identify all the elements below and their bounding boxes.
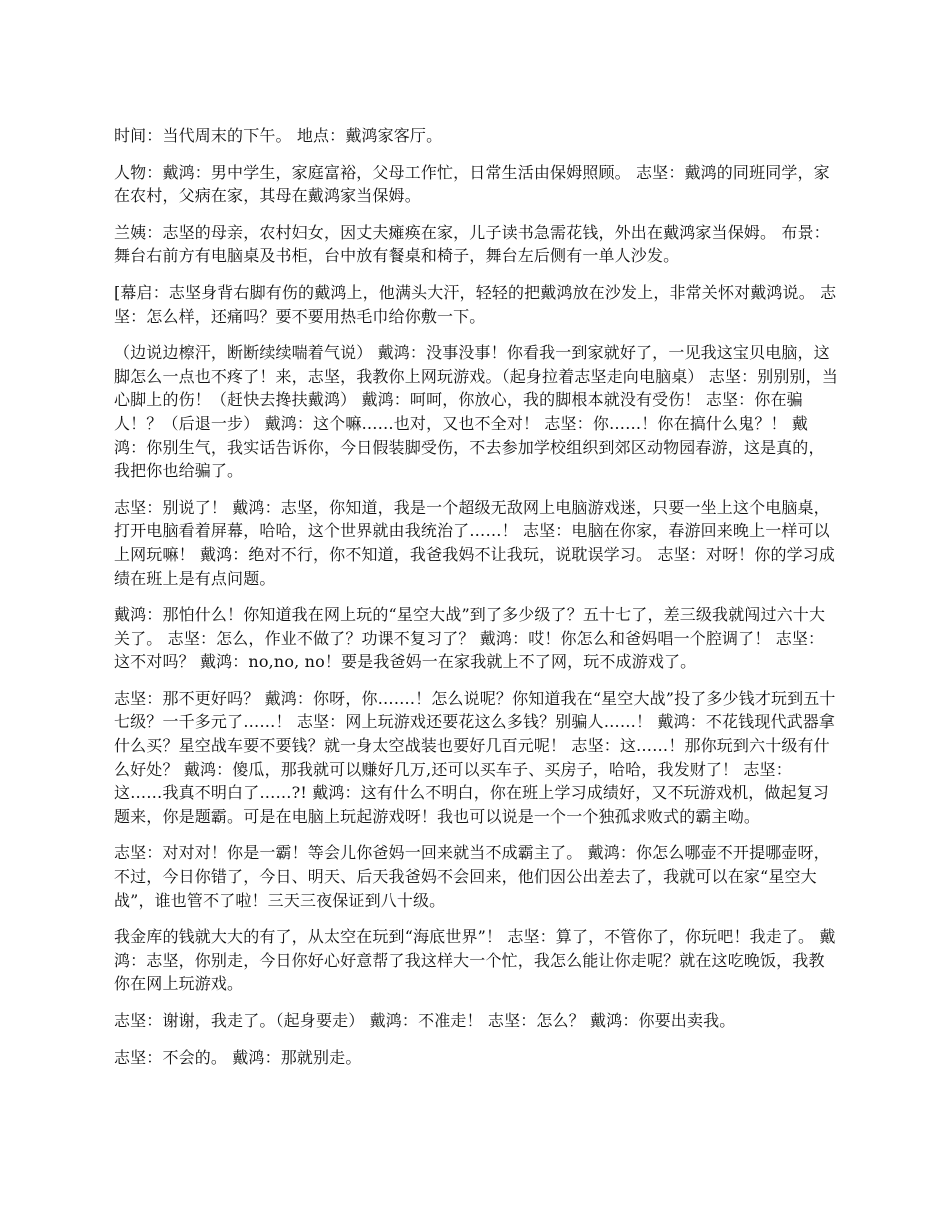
document-page xyxy=(114,124,838,1082)
paragraph-time-place: 时间：当代周末的下午。 地点：戴鸿家客厅。 xyxy=(114,126,443,145)
paragraph-dialogue-4: 志坚：那不更好吗？ 戴鸿：你呀，你…….！怎么说呢？你知道我在“星空大战”投了多少钱才玩到五十七级？一千多元了……！ 志坚：网上玩游戏还要花这么多钱？别骗人……！ 戴鸿：不花钱现代武器拿什么买？星空战车要不要钱？就一身太空战装也要好几百元呢！ 志坚：这……！那你玩到六十级有什么好处？ 戴鸿：傻瓜，那我就可以赚好几万,还可以买车子、买房子，哈哈，我发财了！ 志坚：这……我真不明白了……?! 戴鸿：这有什么不明白，你在班上学习成绩好，又不玩游戏机，做起复习题来，你是题霸。可是在电脑上玩起游戏呀！我也可以说是一个一个独孤求败式的霸主呦。 xyxy=(114,688,836,826)
paragraph-curtain-rise: [幕启：志坚身背右脚有伤的戴鸿上，他满头大汗，轻轻的把戴鸿放在沙发上，非常关怀对戴鸿说。 志坚：怎么样，还痛吗？要不要用热毛巾给你敷一下。 xyxy=(114,282,837,326)
paragraph-dialogue-5: 志坚：对对对！你是一霸！等会儿你爸妈一回来就当不成霸主了。 戴鸿：你怎么哪壶不开提哪壶呀，不过，今日你错了，今日、明天、后天我爸妈不会回来，他们因公出差去了，我就可以在家“星空大战”，谁也管不了啦！三天三夜保证到八十级。 xyxy=(114,843,830,910)
paragraph-dialogue-8: 志坚：不会的。 戴鸿：那就别走。 xyxy=(114,1047,362,1067)
paragraph-lan-yi-and-set: 兰姨：志坚的母亲，农村妇女，因丈夫瘫痪在家，儿子读书急需花钱，外出在戴鸿家当保姆。 布景：舞台右前方有电脑桌及书柜，台中放有餐桌和椅子，舞台左后侧有一单人沙发。 xyxy=(114,222,830,266)
paragraph-dialogue-2: 志坚：别说了！ 戴鸿：志坚，你知道，我是一个超级无敌网上电脑游戏迷，只要一坐上这个电脑桌，打开电脑看着屏幕，哈哈，这个世界就由我统治了……！ 志坚：电脑在你家，春游回来晚上一样可以上网玩嘛！ 戴鸿：绝对不行，你不知道，我爸我妈不让我玩，说耽误学习。 志坚：对呀！你的学习成绩在班上是有点问题。 xyxy=(114,497,836,588)
paragraph-dialogue-1: （边说边檫汗，断断续续喘着气说） 戴鸿：没事没事！你看我一到家就好了，一见我这宝贝电脑，这脚怎么一点也不疼了！来，志坚，我教你上网玩游戏。（起身拉着志坚走向电脑桌） 志坚：别别别，当心脚上的伤！（赶快去搀扶戴鸿） 戴鸿：呵呵，你放心，我的脚根本就没有受伤！ 志坚：你在骗人！？（后退一步） 戴鸿：这个嘛……也对，又也不全对！ 志坚：你……！你在搞什么鬼？！ 戴鸿：你别生气，我实话告诉你，今日假装脚受伤，不去参加学校组织到郊区动物园春游，这是真的，我把你也给骗了。 xyxy=(114,343,838,481)
paragraph-dialogue-6: 我金库的钱就大大的有了，从太空在玩到“海底世界”！ 志坚：算了，不管你了，你玩吧！我走了。 戴鸿：志坚，你别走，今日你好心好意帮了我这样大一个忙，我怎么能让你走呢？就在这吃晚饭，我教你在网上玩游戏。 xyxy=(114,927,836,994)
paragraph-dialogue-7: 志坚：谢谢，我走了。（起身要走） 戴鸿：不准走！ 志坚：怎么？ 戴鸿：你要出卖我。 xyxy=(114,1011,736,1030)
paragraph-characters: 人物：戴鸿：男中学生，家庭富裕，父母工作忙，日常生活由保姆照顾。 志坚：戴鸿的同班同学，家在农村，父病在家，其母在戴鸿家当保姆。 xyxy=(114,162,830,206)
paragraph-dialogue-3: 戴鸿：那怕什么！你知道我在网上玩的“星空大战”到了多少级了？五十七了，差三级我就闯过六十大关了。 志坚：怎么，作业不做了？功课不复习了？ 戴鸿：哎！你怎么和爸妈唱一个腔调了！ 志坚：这不对吗？ 戴鸿：no,no, no！要是我爸妈一在家我就上不了网，玩不成游戏了。 xyxy=(114,605,826,672)
